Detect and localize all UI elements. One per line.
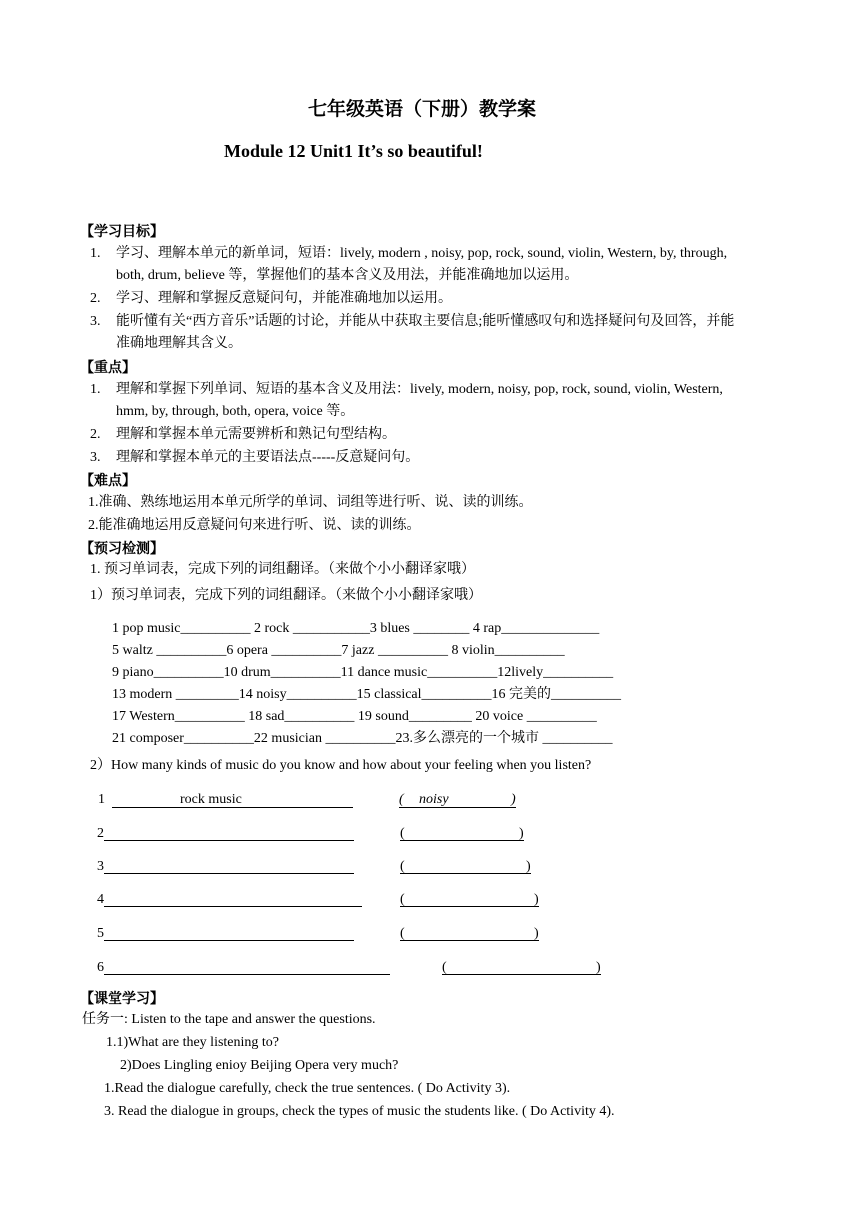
vocab-row: 21 composer__________22 musician __________23.多么漂亮的一个城市 __________ xyxy=(112,731,613,746)
answer-blank[interactable] xyxy=(104,906,362,907)
difficulty-1: 1.准确、熟练地运用本单元所学的单词、词组等进行听、说、读的训练。 xyxy=(88,495,533,510)
vocab-row: 17 Western__________ 18 sad__________ 19 sound_________ 20 voice __________ xyxy=(112,709,597,724)
feeling-close-paren: ) xyxy=(534,926,539,941)
key-point-1-line1: 理解和掌握下列单词、短语的基本含义及用法：lively, modern, noisy, pop, rock, sound, violin, Western, xyxy=(116,382,723,397)
preview-instruction-b: 1）预习单词表，完成下列的词组翻译。（来做个小小翻译家哦） xyxy=(90,588,482,603)
feeling-open-paren: ( xyxy=(400,892,405,907)
task-one: 任务一: Listen to the tape and answer the questions. xyxy=(82,1012,376,1027)
document-title: 七年级英语（下册）教学案 xyxy=(308,99,537,120)
feeling-blank[interactable] xyxy=(442,974,601,975)
answer-number: 6 xyxy=(97,960,104,975)
key-point-1-num: 1. xyxy=(90,382,101,397)
difficulty-2: 2.能准确地运用反意疑问句来进行听、说、读的训练。 xyxy=(88,518,421,533)
task-question-1: 1.1)What are they listening to? xyxy=(106,1035,279,1050)
answer-blank[interactable] xyxy=(104,940,354,941)
key-point-2-num: 2. xyxy=(90,427,101,442)
objective-3-line2: 准确地理解其含义。 xyxy=(116,336,242,351)
answer-number: 2 xyxy=(97,826,104,841)
key-point-3-line1: 理解和掌握本单元的主要语法点-----反意疑问句。 xyxy=(116,450,420,465)
objectives-heading: 【学习目标】 xyxy=(80,225,164,240)
objective-2-num: 2. xyxy=(90,291,101,306)
answer-blank[interactable] xyxy=(104,974,390,975)
feeling-open-paren: ( xyxy=(400,859,405,874)
answer-blank[interactable] xyxy=(104,873,354,874)
answer-number: 5 xyxy=(97,926,104,941)
key-point-3-num: 3. xyxy=(90,450,101,465)
feeling-open-paren: ( xyxy=(400,926,405,941)
answer-text: rock music xyxy=(180,792,242,807)
feeling-close-paren: ) xyxy=(511,792,516,807)
feeling-blank[interactable] xyxy=(399,807,516,808)
feeling-close-paren: ) xyxy=(526,859,531,874)
activity-3-instruction: 1.Read the dialogue carefully, check the true sentences. ( Do Activity 3). xyxy=(104,1081,511,1096)
task-question-2: 2)Does Lingling enioy Beijing Opera very much? xyxy=(120,1058,399,1073)
vocab-row: 1 pop music__________ 2 rock ___________3 blues ________ 4 rap______________ xyxy=(112,621,600,636)
feeling-close-paren: ) xyxy=(519,826,524,841)
difficulties-heading: 【难点】 xyxy=(80,474,136,489)
answer-number: 1 xyxy=(98,792,105,807)
preview-instruction-a: 1. 预习单词表，完成下列的词组翻译。（来做个小小翻译家哦） xyxy=(90,562,475,577)
feeling-close-paren: ) xyxy=(534,892,539,907)
objective-1-line2: both, drum, believe 等，掌握他们的基本含义及用法，并能准确地加以运用。 xyxy=(116,268,579,283)
preview-heading: 【预习检测】 xyxy=(80,542,164,557)
feeling-blank[interactable] xyxy=(400,940,539,941)
key-point-1-line2: hmm, by, through, both, opera, voice 等。 xyxy=(116,404,355,419)
objective-1-num: 1. xyxy=(90,246,101,261)
feeling-blank[interactable] xyxy=(400,840,524,841)
objective-3-line1: 能听懂有关“西方音乐”话题的讨论，并能从中获取主要信息;能听懂感叹句和选择疑问句及回答，并能 xyxy=(116,314,735,329)
answer-blank[interactable] xyxy=(104,840,354,841)
vocab-row: 13 modern _________14 noisy__________15 classical__________16 完美的__________ xyxy=(112,687,622,702)
document-subtitle: Module 12 Unit1 It’s so beautiful! xyxy=(224,141,483,161)
feeling-open-paren: ( xyxy=(399,792,404,807)
feeling-blank[interactable] xyxy=(400,906,539,907)
feeling-close-paren: ) xyxy=(596,960,601,975)
objective-1-line1: 学习、理解本单元的新单词，短语：lively, modern , noisy, pop, rock, sound, violin, Western, by, through, xyxy=(116,246,728,261)
music-question: 2）How many kinds of music do you know and how about your feeling when you listen? xyxy=(90,758,592,773)
answer-number: 4 xyxy=(97,892,104,907)
vocab-row: 5 waltz __________6 opera __________7 jazz __________ 8 violin__________ xyxy=(112,643,565,658)
feeling-text: noisy xyxy=(419,792,449,807)
key-points-heading: 【重点】 xyxy=(80,361,136,376)
key-point-2-line1: 理解和掌握本单元需要辨析和熟记句型结构。 xyxy=(116,427,396,442)
feeling-open-paren: ( xyxy=(400,826,405,841)
vocab-row: 9 piano__________10 drum__________11 dance music__________12lively__________ xyxy=(112,665,614,680)
feeling-blank[interactable] xyxy=(400,873,531,874)
feeling-open-paren: ( xyxy=(442,960,447,975)
objective-3-num: 3. xyxy=(90,314,101,329)
objective-2-line1: 学习、理解和掌握反意疑问句，并能准确地加以运用。 xyxy=(116,291,452,306)
answer-number: 3 xyxy=(97,859,104,874)
class-study-heading: 【课堂学习】 xyxy=(80,992,164,1007)
activity-4-instruction: 3. Read the dialogue in groups, check the types of music the students like. ( Do Activity 4). xyxy=(104,1104,615,1119)
